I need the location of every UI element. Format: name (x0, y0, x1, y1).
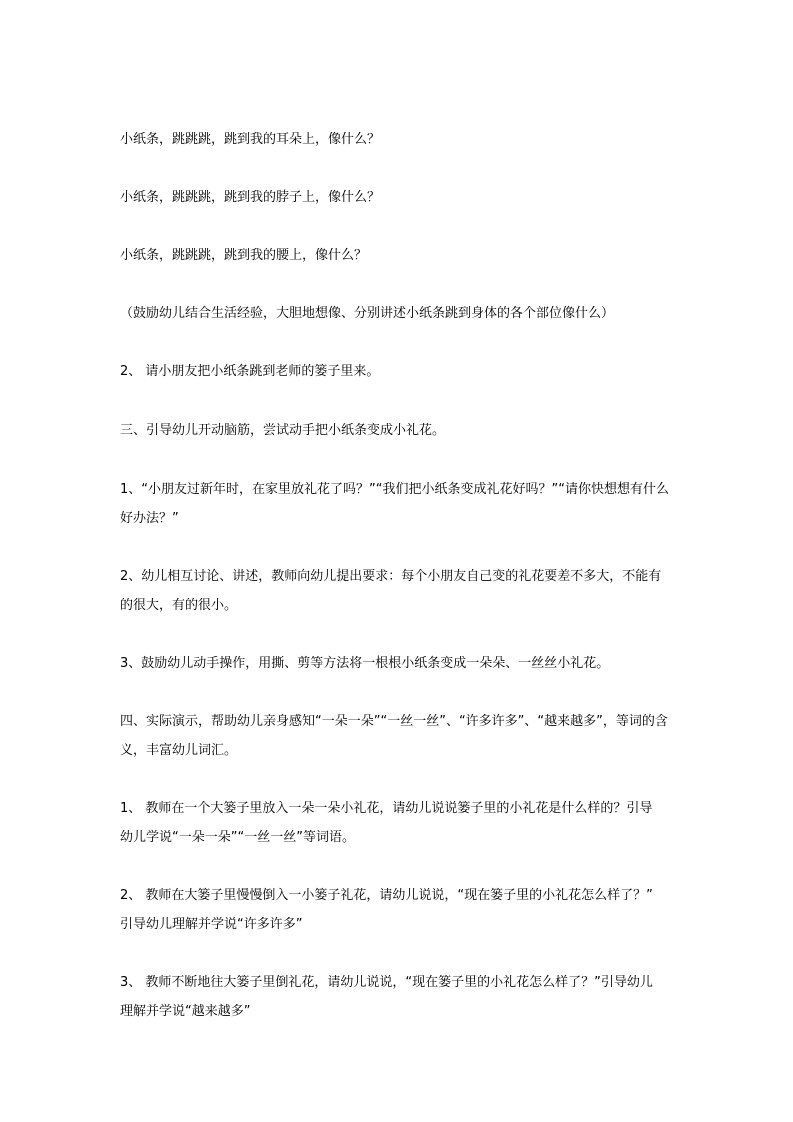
text-line: 2、 教师在大篓子里慢慢倒入一小篓子礼花，请幼儿说说，“现在篓子里的小礼花怎么样了？” (120, 888, 653, 903)
section-heading-4 (120, 707, 680, 765)
paragraph-encourage-note (120, 299, 680, 328)
text-line: 好办法？” (120, 511, 179, 526)
text-line: 1、“小朋友过新年时，在家里放礼花了吗？”“我们把小纸条变成礼花好吗？”“请你快想想有什么 (120, 482, 669, 497)
text-line: 3、鼓励幼儿动手操作，用撕、剪等方法将一根根小纸条变成一朵朵、一丝丝小礼花。 (120, 656, 610, 671)
text-line: 小纸条，跳跳跳，跳到我的脖子上，像什么？ (120, 190, 381, 205)
paragraph-ear (120, 125, 680, 154)
paragraph-waist (120, 241, 680, 270)
text-line: 义，丰富幼儿词汇。 (120, 743, 238, 758)
text-line: 小纸条，跳跳跳，跳到我的腰上，像什么？ (120, 248, 368, 263)
paragraph-4-2 (120, 881, 680, 939)
section-heading-3 (120, 416, 680, 445)
text-line: （鼓励幼儿结合生活经验，大胆地想像、分别讲述小纸条跳到身体的各个部位像什么） (120, 306, 615, 321)
text-line: 引导幼儿理解并学说“许多许多” (120, 917, 303, 932)
text-line: 理解并学说“越来越多” (120, 1004, 251, 1019)
text-line: 小纸条，跳跳跳，跳到我的耳朵上，像什么？ (120, 132, 381, 147)
paragraph-3-3 (120, 649, 680, 678)
text-line: 幼儿学说“一朵一朵”“一丝一丝”等词语。 (120, 830, 355, 845)
text-line: 3、 教师不断地往大篓子里倒礼花，请幼儿说说，“现在篓子里的小礼花怎么样了？”引导幼儿 (120, 975, 653, 990)
paragraph-3-2 (120, 562, 680, 620)
paragraph-3-1 (120, 475, 680, 533)
paragraph-4-1 (120, 794, 680, 852)
paragraph-step-2 (120, 357, 680, 386)
paragraph-4-3 (120, 968, 680, 1026)
text-line: 三、引导幼儿开动脑筋，尝试动手把小纸条变成小礼花。 (120, 423, 446, 438)
text-line: 2、 请小朋友把小纸条跳到老师的篓子里来。 (120, 364, 380, 379)
text-line: 的很大，有的很小。 (120, 598, 238, 613)
text-line: 四、实际演示，帮助幼儿亲身感知“一朵一朵”“一丝一丝”、“许多许多”、“越来越多”，等词的含 (120, 714, 668, 729)
text-line: 2、幼儿相互讨论、讲述，教师向幼儿提出要求：每个小朋友自己变的礼花要差不多大，不能有 (120, 569, 662, 584)
paragraph-neck (120, 183, 680, 212)
text-line: 1、 教师在一个大篓子里放入一朵一朵小礼花，请幼儿说说篓子里的小礼花是什么样的？引导 (120, 801, 653, 816)
